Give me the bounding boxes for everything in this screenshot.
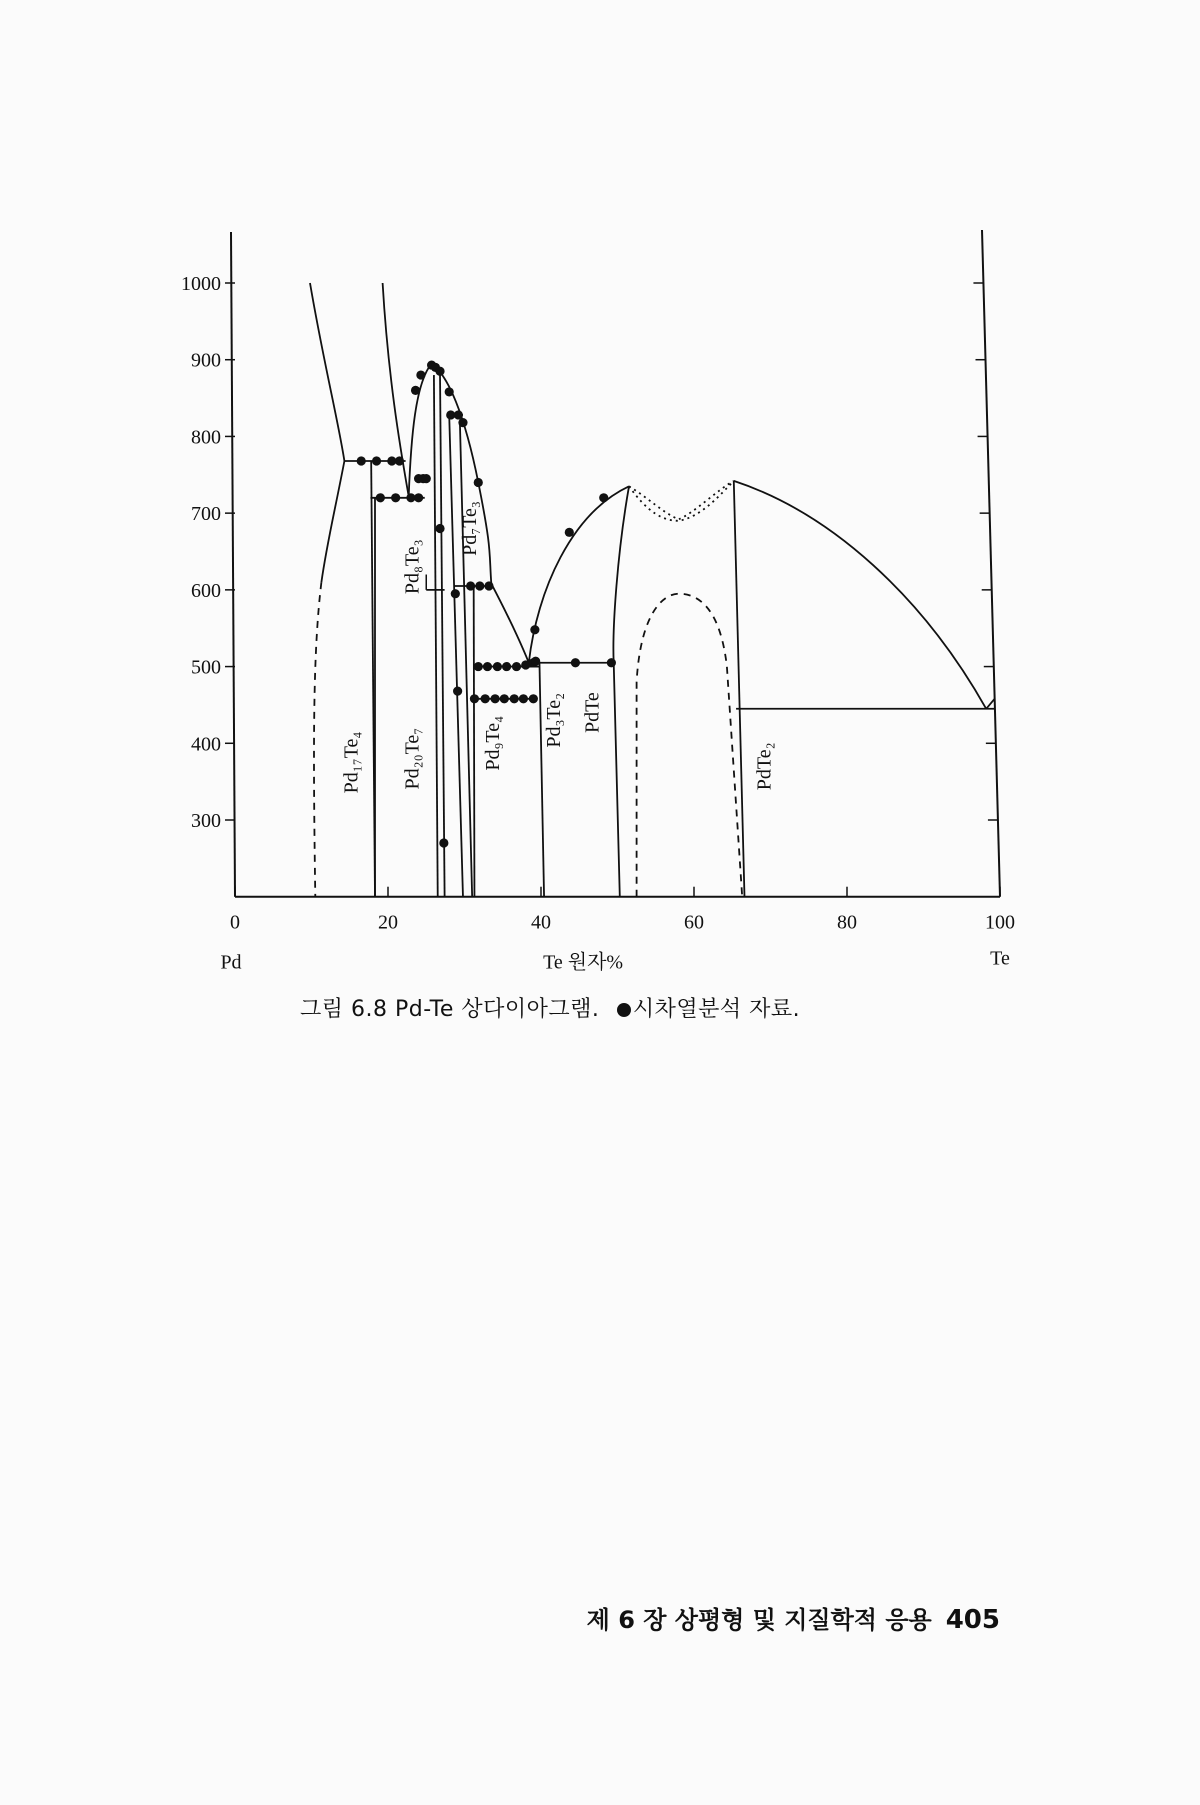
dta-point: [512, 662, 521, 671]
x-tick-label: 100: [985, 911, 1015, 934]
y-tick-label: 600: [191, 579, 221, 602]
pd20te7-right: [440, 375, 445, 897]
phase-label: PdTe: [581, 692, 604, 734]
dta-point: [484, 581, 493, 590]
dta-point: [466, 581, 475, 590]
dta-point: [510, 694, 519, 703]
dta-point: [391, 493, 400, 502]
dta-point: [435, 524, 444, 533]
liquidus-dotted-lower: [629, 481, 734, 521]
dta-point: [357, 456, 366, 465]
dta-point: [565, 528, 574, 537]
dta-point: [483, 662, 492, 671]
y-tick-label: 1000: [181, 273, 221, 295]
pdte-solvus: [613, 486, 629, 896]
phase-label: Pd₂₀Te₇: [401, 727, 424, 790]
dta-point: [445, 387, 454, 396]
dta-point: [474, 478, 483, 487]
dta-point: [529, 694, 538, 703]
dta-point: [376, 493, 385, 502]
dta-point: [530, 625, 539, 634]
dta-point: [422, 474, 431, 483]
pd20te7-left: [434, 375, 438, 897]
phase-label: PdTe₂: [753, 742, 776, 791]
phase-label: Pd₇Te₃: [459, 501, 481, 556]
dta-points: [357, 360, 616, 847]
caption-title: 그림 6.8 Pd-Te 상다이아그램.: [300, 997, 600, 1022]
x-tick-label: 0: [230, 911, 240, 934]
left-axis-line: [231, 232, 235, 897]
dta-point: [607, 658, 616, 667]
dta-point: [451, 589, 460, 598]
dta-point: [454, 410, 463, 419]
x-left-label: Pd: [220, 951, 242, 974]
dta-point: [416, 370, 425, 379]
chapter-title: 제 6 장 상평형 및 지질학적 응용: [586, 1606, 932, 1634]
phase-label: Pd₉Te₄: [481, 715, 504, 771]
page-number: 405: [945, 1605, 1000, 1635]
x-axis-title: Te 원자%: [543, 951, 624, 974]
dta-point: [414, 493, 423, 502]
liquidus-dotted-upper: [629, 481, 734, 519]
liquidus-pd17te4: [383, 283, 409, 496]
phase-labels: [340, 501, 775, 793]
dta-point: [411, 386, 420, 395]
x-tick-label: 20: [378, 911, 398, 934]
dta-point: [519, 694, 528, 703]
phase-label: Pd₈Te₃: [401, 539, 424, 595]
dta-point: [470, 694, 479, 703]
y-tick-label: 400: [191, 733, 221, 756]
pd-solvus-solid: [321, 461, 344, 582]
miscibility-gap-dashed: [637, 594, 743, 897]
axis-text: [181, 273, 1015, 974]
dta-point: [372, 456, 381, 465]
caption-legend: 시차열분석 자료.: [632, 997, 801, 1022]
pd9te4-line: [474, 586, 475, 897]
axis-ticks: [225, 283, 1000, 897]
liquidus-to-eutectic: [491, 584, 529, 663]
x-right-label: Te: [990, 947, 1010, 970]
y-tick-label: 800: [191, 426, 221, 449]
dta-point: [481, 694, 490, 703]
y-tick-label: 900: [191, 349, 221, 372]
dta-point: [453, 687, 462, 696]
dta-point: [493, 662, 502, 671]
te-end: [986, 699, 994, 709]
filled-circle-icon: [617, 1003, 631, 1017]
liquidus-pd-side: [310, 283, 344, 461]
figure-caption: [300, 992, 800, 1023]
page-footer: [587, 1600, 1000, 1635]
pd-solvus-dashed: [314, 582, 321, 897]
y-tick-label: 700: [191, 503, 221, 526]
x-tick-label: 60: [684, 911, 704, 934]
dta-point: [474, 662, 483, 671]
right-axis-line: [982, 230, 1000, 897]
x-tick-label: 80: [837, 911, 857, 934]
pdte2-line: [734, 481, 745, 897]
dta-point: [531, 657, 540, 666]
x-tick-label: 40: [531, 911, 551, 934]
dta-point: [458, 418, 467, 427]
plot-frame: [231, 230, 1000, 897]
dta-point: [439, 838, 448, 847]
dta-point: [502, 662, 511, 671]
dta-point: [500, 694, 509, 703]
y-tick-label: 500: [191, 656, 221, 679]
dta-point: [571, 658, 580, 667]
dta-point: [475, 581, 484, 590]
dta-point: [491, 694, 500, 703]
dta-point: [395, 456, 404, 465]
phase-label: Pd₃Te₂: [543, 692, 566, 748]
phase-label: Pd₁₇Te₄: [340, 731, 363, 794]
y-tick-label: 300: [191, 810, 221, 832]
liquidus-te-side: [734, 481, 986, 709]
dta-point: [599, 493, 608, 502]
dta-point: [435, 367, 444, 376]
